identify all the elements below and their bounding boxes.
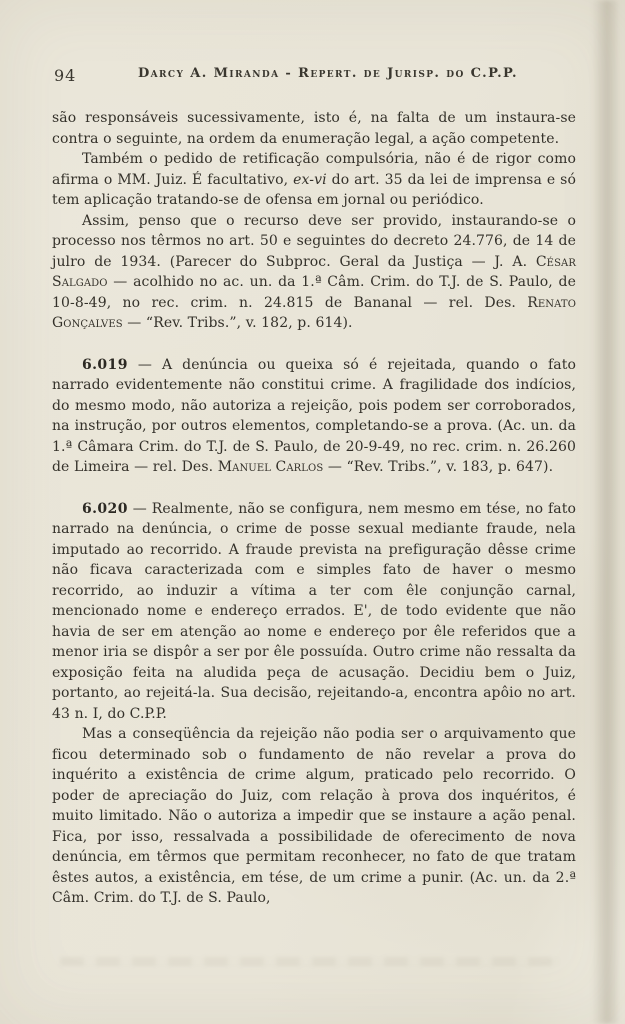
person-name: Renato Gonçalves (52, 294, 576, 331)
paragraph (52, 211, 576, 334)
paragraph-text: Assim, penso que o recurso deve ser provido, instaurando-se o processo nos têrmos no art. 50 e seguintes do decreto 24.776, de 14 de julro de 1934. (Parecer do Subproc. Geral da Justiça — J. A. (52, 212, 576, 270)
latin-term: ex-vi (293, 171, 327, 188)
person-name: Manuel Carlos (217, 459, 324, 475)
paragraph-text: Mas a conseqüência da rejeição não podia ser o arquivamento que ficou determinado sob o fundamento de não revelar a prova do inquérito a existência de crime algum, praticado pelo recorrido. O poder de apreciação do Juiz, com relação à prova dos inquéritos, é muito limitado. Não o autoriza a impedir que se instaure a ação penal. Fica, por isso, ressalvada a possibilidade de oferecimento de nova denúncia, em têrmos que permitam reconhecer, no fato de que tratam êstes autos, a existência, em tése, de um crime a punir. (Ac. un. da 2.ª Câm. Crim. do T.J. de S. Paulo, (52, 726, 576, 906)
section-number: 6.020 (82, 500, 128, 517)
running-title: Darcy A. Miranda - Repert. de Jurisp. do C.P.P. (138, 66, 518, 81)
ink-bleedthrough (60, 957, 560, 966)
paragraph-text: — acolhido no ac. un. da 1.ª Câm. Crim. do T.J. de S. Paulo, de 10-8-49, no rec. crim. n. 24.815 de Bananal — rel. Des. (52, 274, 576, 311)
paragraph-text: — Realmente, não se configura, nem mesmo em tése, no fato narrado na denúncia, o crime de posse sexual mediante fraude, nela imputado ao recorrido. A fraude prevista na prefiguração dêsse crime não ficava caracterizada com e simples fato de haver o mesmo recorrido, ao induzir a vítima a ter com êle conjunção carnal, mencionado nome e endereço errados. E', de todo evidente que não havia de ser em atenção ao nome e endereço por êle referidos que a menor iria se dispôr a ser por êle possuída. Outro crime não ressalta da exposição feita na aludida peça de acusação. Decidiu bem o Juiz, portanto, ao rejeitá-la. Sua decisão, rejeitando-a, encontra apôio no art. 43 n. I, do C.P.P. (52, 500, 576, 722)
paragraph-text: são responsáveis sucessivamente, isto é, na falta de um instaura-se contra o seguinte, na ordem da enumeração legal, a ação competente. (52, 110, 576, 147)
paragraph-text: — “Rev. Tribs.”, v. 182, p. 614). (122, 315, 353, 331)
paragraph-continuation (52, 108, 576, 149)
paragraph (52, 724, 576, 909)
page-number: 94 (54, 66, 77, 85)
section-number: 6.019 (82, 356, 128, 373)
paragraph (52, 149, 576, 211)
page-edge-shadow (592, 0, 618, 1024)
paragraph-text: do art. 35 da lei de imprensa e só tem aplicação tratando-se de ofensa em jornal ou periódico. (52, 171, 576, 208)
section-6019 (52, 355, 576, 478)
running-header (52, 66, 576, 88)
section-6020 (52, 499, 576, 725)
paragraph-text: — A denúncia ou queixa só é rejeitada, quando o fato narrado evidentemente não constitui crime. A fragilidade dos indícios, do mesmo modo, não autoriza a rejeição, pois podem ser corroborados, na instrução, por outros elementos, completando-se a prova. (Ac. un. da 1.ª Câmara Crim. do T.J. de S. Paulo, de 20-9-49, no rec. crim. n. 26.260 de Limeira — rel. Des. (52, 356, 576, 475)
paragraph-text: — “Rev. Tribs.”, v. 183, p. 647). (323, 459, 554, 475)
paragraph-text: Também o pedido de retificação compulsória, não é de rigor como afirma o MM. Juiz. É facultativo, (52, 151, 576, 188)
person-name: César Salgado (52, 253, 576, 290)
page-body (52, 108, 576, 909)
